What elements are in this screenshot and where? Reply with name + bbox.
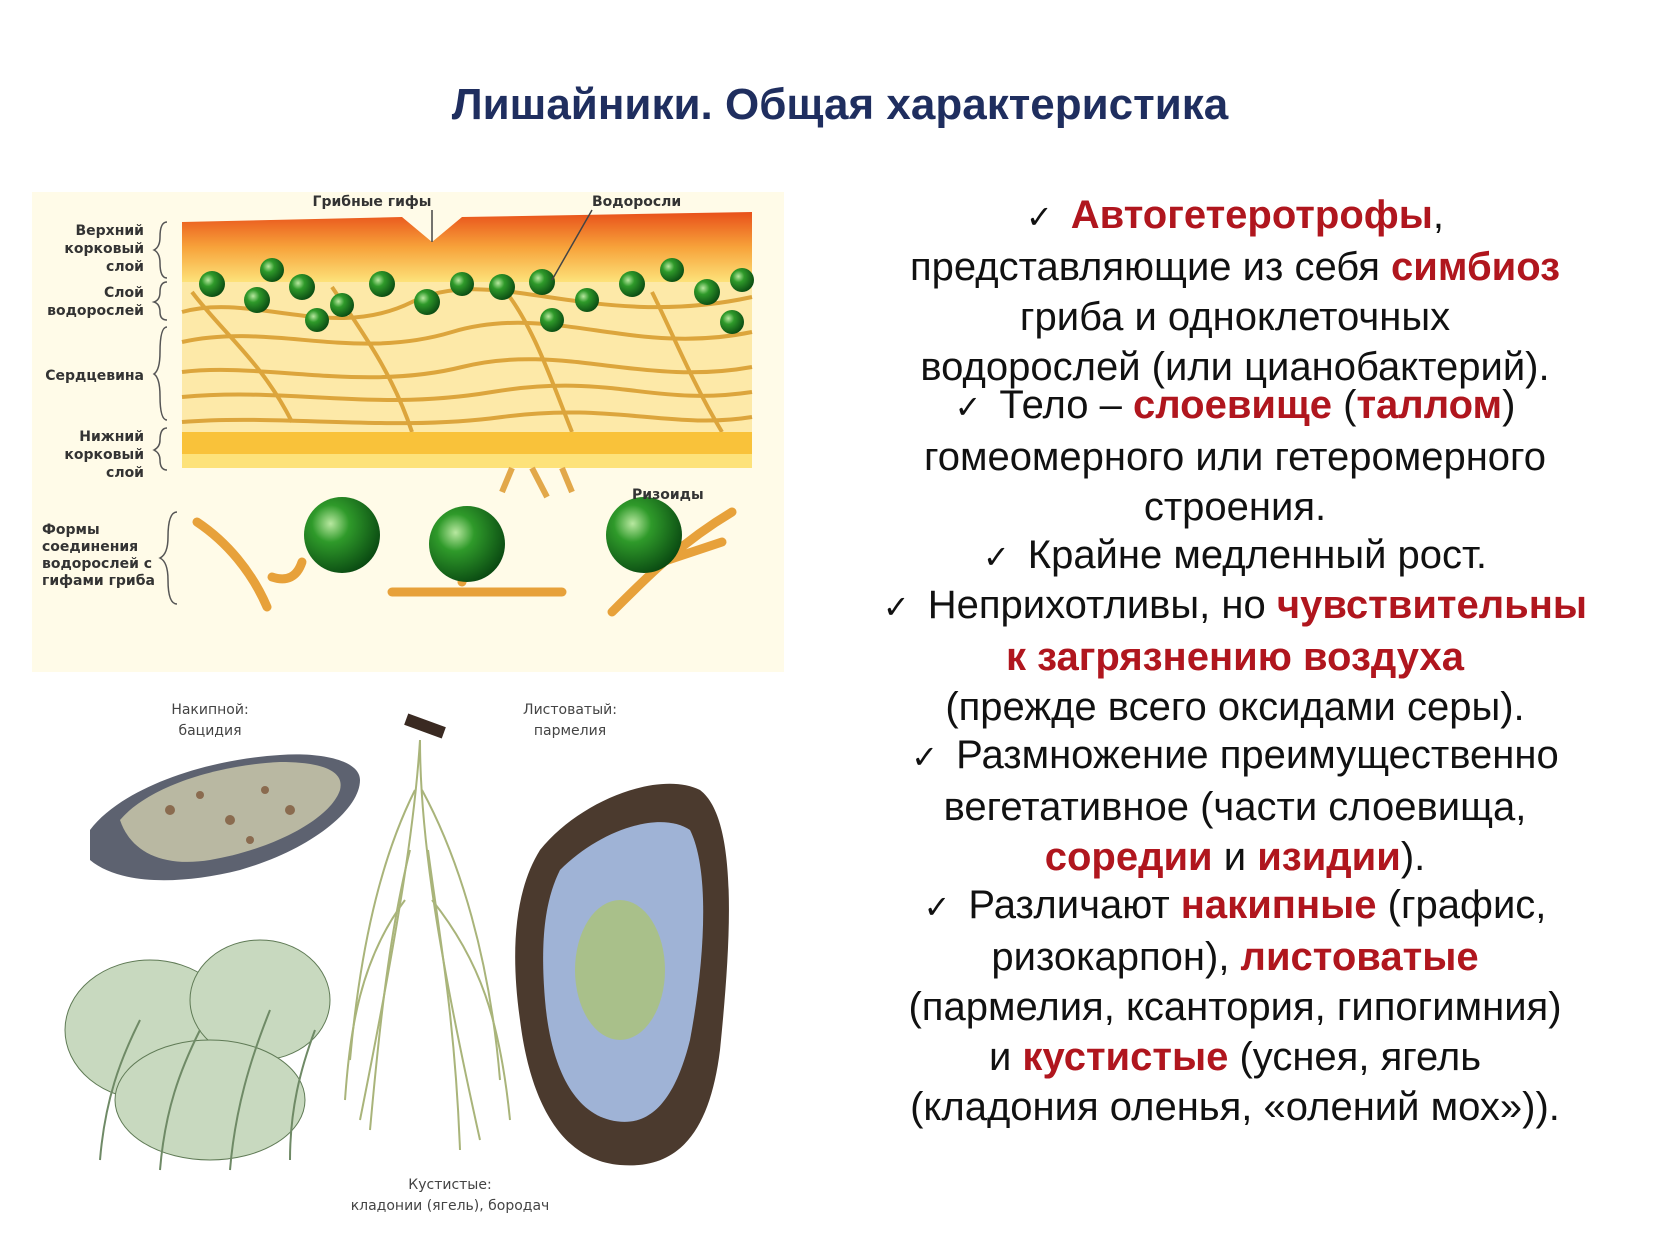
bullet-text: гриба и одноклеточных — [1019, 295, 1451, 339]
highlight-term: таллом — [1356, 383, 1503, 427]
bullet-text: (пармелия, ксантория, гипогимния) — [908, 985, 1562, 1029]
bullet-text: гомеомерного или гетеромерного — [923, 435, 1546, 479]
label-algae: Водоросли — [592, 194, 682, 210]
bullet-line — [795, 242, 1675, 292]
bullet-first-line — [795, 580, 1675, 632]
checkmark-icon: ✓ — [882, 588, 910, 626]
bullet-item — [795, 580, 1675, 732]
bullet-text: ризокарпон), — [991, 935, 1241, 979]
bullet-line — [795, 832, 1675, 882]
bullet-item — [795, 190, 1675, 392]
bullet-first-line — [795, 190, 1675, 242]
bullet-first-line — [795, 730, 1675, 782]
label-crustose-line2: бацидия — [178, 723, 242, 739]
label-upper-cortex: Верхний корковый слой — [64, 223, 144, 275]
lichen-forms-drawing — [60, 700, 790, 1230]
bullet-item — [795, 880, 1675, 1132]
bullet-text: Неприхотливы, но — [927, 583, 1277, 627]
bullet-text: Крайне медленный рост. — [1027, 533, 1488, 577]
bullet-line — [795, 932, 1675, 982]
label-crustose-line1: Накипной: — [171, 702, 249, 718]
bullet-text: представляющие из себя — [909, 245, 1392, 289]
bullet-text: (прежде всего оксидами серы). — [945, 685, 1525, 729]
checkmark-icon: ✓ — [982, 538, 1010, 576]
checkmark-icon: ✓ — [911, 738, 939, 776]
bullet-line — [795, 632, 1675, 682]
bullet-line — [795, 1082, 1675, 1132]
lichen-cross-section-diagram — [32, 192, 784, 672]
bullet-text: Размножение преимущественно — [956, 733, 1559, 777]
checkmark-icon: ✓ — [923, 888, 951, 926]
label-lower-cortex: Нижний корковый слой — [64, 429, 144, 481]
bullet-text: , — [1432, 193, 1445, 237]
label-crustose — [120, 700, 300, 742]
bullet-text: ( — [1332, 383, 1357, 427]
checkmark-icon: ✓ — [1025, 198, 1053, 236]
checkmark-icon: ✓ — [954, 388, 982, 426]
label-fruticose-line1: Кустистые: — [408, 1177, 492, 1193]
highlight-term: листоватые — [1240, 935, 1479, 979]
cross-section-illustration — [32, 192, 784, 672]
bullet-line — [795, 982, 1675, 1032]
bullet-first-line — [795, 530, 1675, 582]
highlight-term: слоевище — [1133, 383, 1333, 427]
highlight-term: соредии — [1044, 835, 1213, 879]
bullet-text: строения. — [1143, 485, 1327, 529]
bullet-text: вегетативное (части слоевища, — [943, 785, 1527, 829]
highlight-term: чувствительны — [1276, 583, 1588, 627]
bullet-item — [795, 380, 1675, 532]
bullet-text: и — [988, 1035, 1023, 1079]
label-medulla: Сердцевина — [45, 368, 144, 384]
label-fungal-hyphae: Грибные гифы — [312, 194, 432, 210]
bullet-text: Тело – — [999, 383, 1134, 427]
bullet-item — [795, 530, 1675, 582]
bullet-text: (графис, — [1376, 883, 1547, 927]
bullet-text: Различают — [968, 883, 1181, 927]
bullet-line — [795, 782, 1675, 832]
bullet-first-line — [795, 880, 1675, 932]
highlight-term: накипные — [1180, 883, 1377, 927]
highlight-term: кустистые — [1022, 1035, 1229, 1079]
label-rhizoids: Ризоиды — [632, 487, 704, 503]
bullet-line — [795, 432, 1675, 482]
highlight-term: изидии — [1257, 835, 1401, 879]
bullet-first-line — [795, 380, 1675, 432]
bullet-item — [795, 730, 1675, 882]
bullet-text: (уснея, ягель — [1228, 1035, 1482, 1079]
bullet-text: и — [1212, 835, 1258, 879]
highlight-term: Автогетеротрофы — [1070, 193, 1433, 237]
slide-title: Лишайники. Общая характеристика — [451, 80, 1229, 129]
label-fruticose — [320, 1175, 580, 1217]
bullet-line — [795, 292, 1675, 342]
bullet-line — [795, 682, 1675, 732]
lichen-forms-illustration — [60, 700, 790, 1230]
highlight-term: симбиоз — [1391, 245, 1561, 289]
label-foliose — [480, 700, 660, 742]
bullet-text: (кладония оленья, «олений мох»)). — [910, 1085, 1560, 1129]
label-foliose-line2: пармелия — [533, 723, 607, 739]
label-connection-forms: Формы соединения водорослей с гифами гриба — [42, 522, 155, 589]
highlight-term: к загрязнению воздуха — [1006, 635, 1464, 679]
label-foliose-line1: Листоватый: — [523, 702, 617, 718]
bullet-text: водорослей (или цианобактерий). — [920, 345, 1550, 389]
bullet-text: ) — [1502, 383, 1516, 427]
label-fruticose-line2: кладонии (ягель), бородач — [350, 1198, 550, 1214]
label-algal-layer: Слой водорослей — [47, 285, 144, 319]
bullet-text: ). — [1400, 835, 1426, 879]
bullet-line — [795, 1032, 1675, 1082]
bullet-line — [795, 482, 1675, 532]
